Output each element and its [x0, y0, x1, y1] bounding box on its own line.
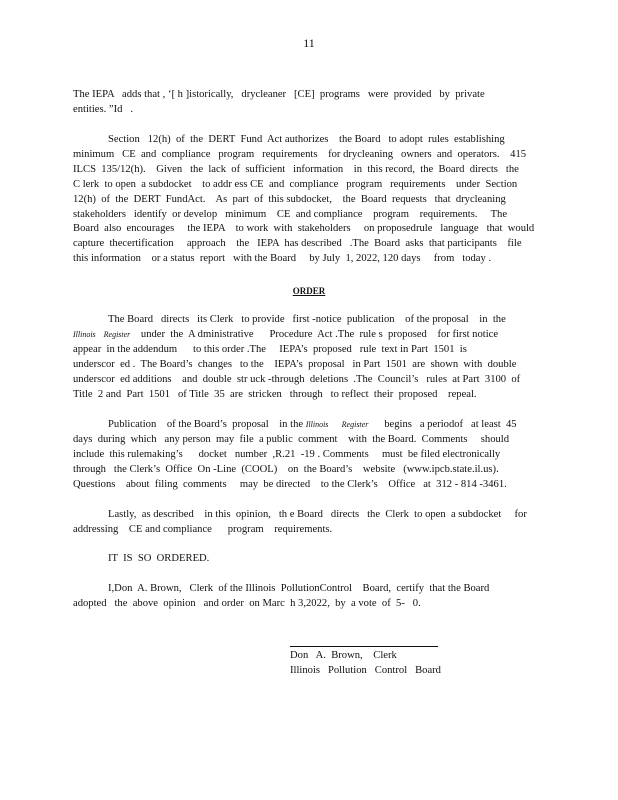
paragraph-certification — [73, 582, 528, 612]
text-line-with-italics — [73, 328, 528, 343]
text-fragment — [96, 329, 104, 340]
paragraph-first-notice — [73, 313, 528, 402]
text-line: IT IS SO ORDERED. — [108, 553, 210, 564]
signature-organization: Illinois Pollution Control Board — [290, 664, 441, 676]
text-line-with-italics — [73, 418, 528, 433]
text-line: underscor ed additions and double str uck -through deletions .The Council’s rules at Part 3100 of — [73, 373, 521, 385]
signature-block — [290, 649, 441, 679]
paragraph-so-ordered — [73, 552, 528, 567]
text-line: underscor ed . The Board’s changes to the IEPA’s proposal in Part 1501 are shown with double — [73, 358, 517, 370]
text-line: appear in the addendum to this order .The IEPA’s proposed rule text in Part 1501 is — [73, 343, 467, 355]
text-fragment — [328, 419, 341, 430]
text-line: capture thecertification approach the IEPA has described .The Board asks that participants file — [73, 238, 522, 250]
text-line: The Board directs its Clerk to provide first -notice publication of the proposal in the — [108, 314, 506, 325]
text-line: stakeholders identify or develop minimum CE and compliance program requirements. The — [73, 208, 508, 220]
text-line: The IEPA adds that , ‘[ h ]istorically, drycleaner [CE] programs were provided by private — [73, 89, 485, 100]
text-fragment: Publication of the Board’s proposal in the — [108, 419, 306, 430]
paragraph-iepa-quote — [73, 88, 528, 118]
italic-illinois: Illinois — [305, 420, 329, 429]
text-line: Lastly, as described in this opinion, th e Board directs the Clerk to open a subdocket for — [108, 509, 527, 520]
text-fragment: under the A dministrative Procedure Act .The rule s proposed for first notice — [130, 328, 499, 340]
text-line: days during which any person may file a public comment with the Board. Comments should — [73, 433, 510, 445]
text-line: Title 2 and Part 1501 of Title 35 are stricken through to reflect their proposed repeal. — [73, 388, 477, 400]
text-line: 12(h) of the DERT FundAct. As part of this subdocket, the Board requests that drycleaning — [73, 193, 506, 205]
text-line: include this rulemaking’s docket number ,R.21 -19 . Comments must be filed electronically — [73, 448, 501, 460]
italic-register: Register — [103, 329, 131, 339]
text-line: I,Don A. Brown, Clerk of the Illinois PollutionControl Board, certify that the Board — [108, 583, 490, 594]
italic-register: Register — [341, 420, 369, 429]
text-line: addressing CE and compliance program requirements. — [73, 523, 333, 535]
paragraph-section-12h — [73, 133, 535, 267]
italic-illinois: Illinois — [73, 329, 96, 339]
text-line: Section 12(h) of the DERT Fund Act authorizes the Board to adopt rules establishing — [108, 134, 505, 145]
paragraph-lastly — [73, 508, 528, 538]
order-heading: ORDER — [292, 286, 326, 296]
text-line: Board also encourages the IEPA to work with stakeholders on proposedrule language that would — [73, 223, 535, 235]
text-line: this information or a status report with the Board by July 1, 2022, 120 days from today . — [73, 253, 492, 265]
page-number: 11 — [303, 36, 315, 50]
paragraph-publication — [73, 418, 528, 493]
text-line: adopted the above opinion and order on Marc h 3,2022, by a vote of 5- 0. — [73, 597, 421, 609]
signature-line — [290, 646, 438, 647]
text-line: through the Clerk’s Office On -Line (COOL) on the Board’s website (www.ipcb.state.il.us). — [73, 463, 499, 475]
text-line: ILCS 135/12(h). Given the lack of sufficient information in this record, the Board directs the — [73, 163, 519, 175]
text-line: Questions about filing comments may be directed to the Clerk’s Office at 312 - 814 -3461. — [73, 478, 507, 490]
text-fragment: begins a periodof at least 45 — [368, 419, 517, 430]
text-line: entities. ”Id . — [73, 103, 134, 115]
text-line: minimum CE and compliance program requirements for drycleaning owners and operators. 415 — [73, 148, 527, 160]
signature-name: Don A. Brown, Clerk — [290, 650, 397, 661]
text-line: C lerk to open a subdocket to addr ess CE and compliance program requirements under Section — [73, 178, 518, 190]
